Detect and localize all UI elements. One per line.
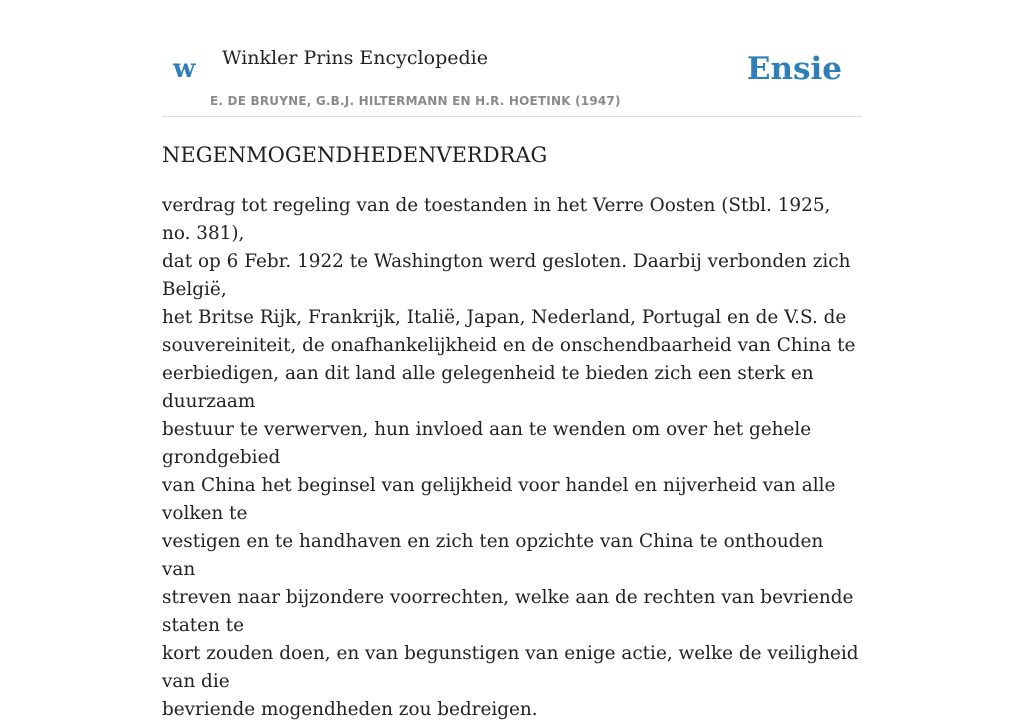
page-header (162, 0, 862, 117)
ensie-logo[interactable]: Ensie (746, 51, 842, 87)
authors-line: E. DE BRUYNE, G.B.J. HILTERMANN EN H.R. HOETINK (1947) (210, 94, 621, 108)
book-title[interactable]: Winkler Prins Encyclopedie (222, 47, 488, 69)
article-headword: NEGENMOGENDHEDENVERDRAG (162, 143, 548, 167)
winkler-prins-logo[interactable]: w (173, 54, 196, 84)
article-body: verdrag tot regeling van de toestanden in het Verre Oosten (Stbl. 1925, no. 381), dat op 6 Febr. 1922 te Washington werd gesloten. Daarbij verbonden zich België, het Britse Rijk, Frankrijk, Italië, Japan, Nederland, Portugal en de V.S. de souvereiniteit, de onafhankelijkheid en de onschendbaarheid van China te eerbiedigen, aan dit land alle gelegenheid te bieden zich een sterk en duurzaam bestuur te verwerven, hun invloed aan te wenden om over het gehele grondgebied van China het beginsel van gelijkheid voor handel en nijverheid van alle volken te vestigen en te handhaven en zich ten opzichte van China te onthouden van streven naar bijzondere voorrechten, welke aan de rechten van bevriende staten te kort zouden doen, en van begunstigen van enige actie, welke de veiligheid van die bevriende mogendheden zou bedreigen. (162, 195, 859, 720)
